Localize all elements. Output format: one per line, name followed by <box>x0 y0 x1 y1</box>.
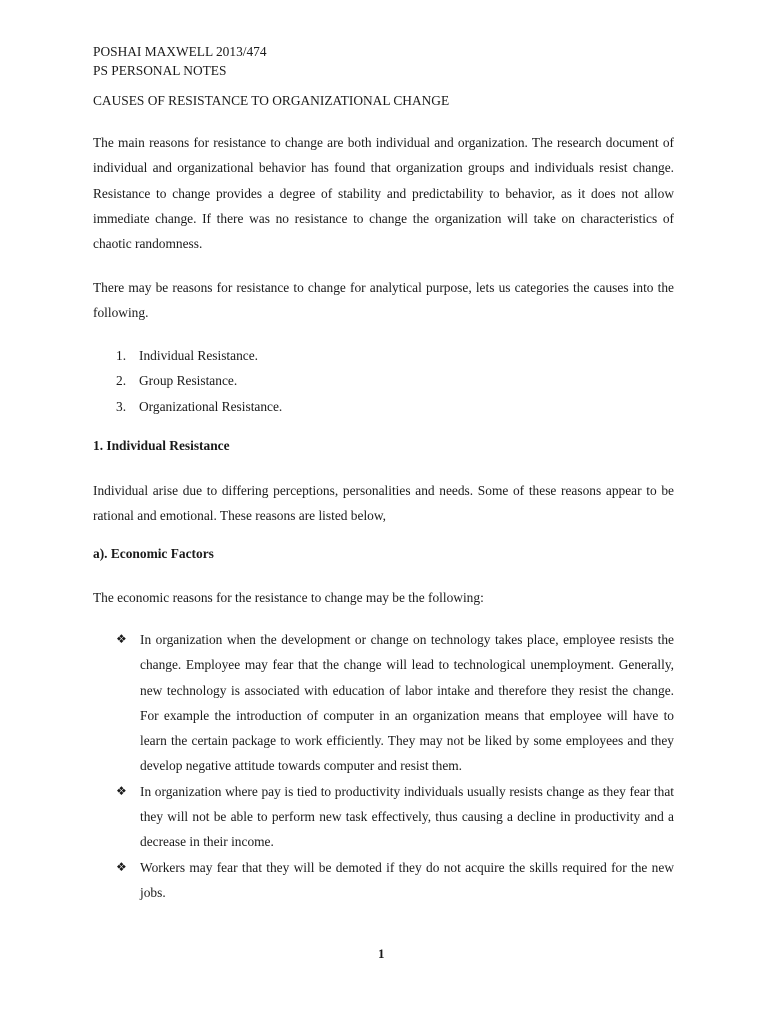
list-item-text: Individual Resistance. <box>139 348 258 363</box>
list-item <box>116 368 282 393</box>
categories-paragraph: There may be reasons for resistance to change for analytical purpose, lets us categories the causes into the following. <box>93 280 674 321</box>
document-title: CAUSES OF RESISTANCE TO ORGANIZATIONAL CHANGE <box>93 93 450 108</box>
numbered-list <box>116 343 282 419</box>
diamond-bullet-icon: ❖ <box>116 632 127 646</box>
list-item-number: 3. <box>116 398 127 414</box>
diamond-bullet-icon: ❖ <box>116 783 127 798</box>
document-header <box>93 42 267 80</box>
list-item-text: Organizational Resistance. <box>139 398 283 414</box>
list-item <box>116 627 674 779</box>
list-item <box>116 779 674 855</box>
list-item <box>116 855 674 906</box>
subsection-heading: a). Economic Factors <box>93 546 214 561</box>
list-item-text: Group Resistance. <box>139 373 238 389</box>
diamond-bullet-icon: ❖ <box>116 859 127 874</box>
bullet-text: In organization when the development or change on technology takes place, employee resists the change. Employee may fear that the change will lead to technological unemployment. Generally, new technology is associated with education of labor intake and therefore they resist the change. For example the introduction of computer in an organization means that employee will have to learn the certain package to work efficiently. They may not be liked by some employees and they develop negative attitude towards computer and resist them. <box>140 632 674 774</box>
section-heading: 1. Individual Resistance <box>93 438 230 453</box>
notes-line: PS PERSONAL NOTES <box>93 63 227 78</box>
list-item <box>116 343 282 368</box>
list-item-number: 2. <box>116 373 127 389</box>
section-paragraph: Individual arise due to differing perceptions, personalities and needs. Some of these reasons appear to be rational and emotional. These reasons are listed below, <box>93 483 674 524</box>
subsection-intro: The economic reasons for the resistance to change may be the following: <box>93 590 484 605</box>
bullet-list <box>116 627 674 905</box>
list-item <box>116 394 282 419</box>
bullet-text: In organization where pay is tied to productivity individuals usually resists change as they fear that they will not be able to perform new task effectively, thus causing a decline in productivity and a decrease in their income. <box>140 783 674 850</box>
intro-paragraph: The main reasons for resistance to change are both individual and organization. The research document of individual and organizational behavior has found that organization groups and individuals resist change. Resistance to change provides a degree of stability and predictability to behavior, as it does not allow immediate change. If there was no resistance to change the organization will take on characteristics of chaotic randomness. <box>93 135 674 252</box>
bullet-text: Workers may fear that they will be demoted if they do not acquire the skills required for the new jobs. <box>140 859 674 900</box>
list-item-number: 1. <box>116 348 127 363</box>
page-number: 1 <box>378 946 385 961</box>
author-line: POSHAI MAXWELL 2013/474 <box>93 44 267 59</box>
